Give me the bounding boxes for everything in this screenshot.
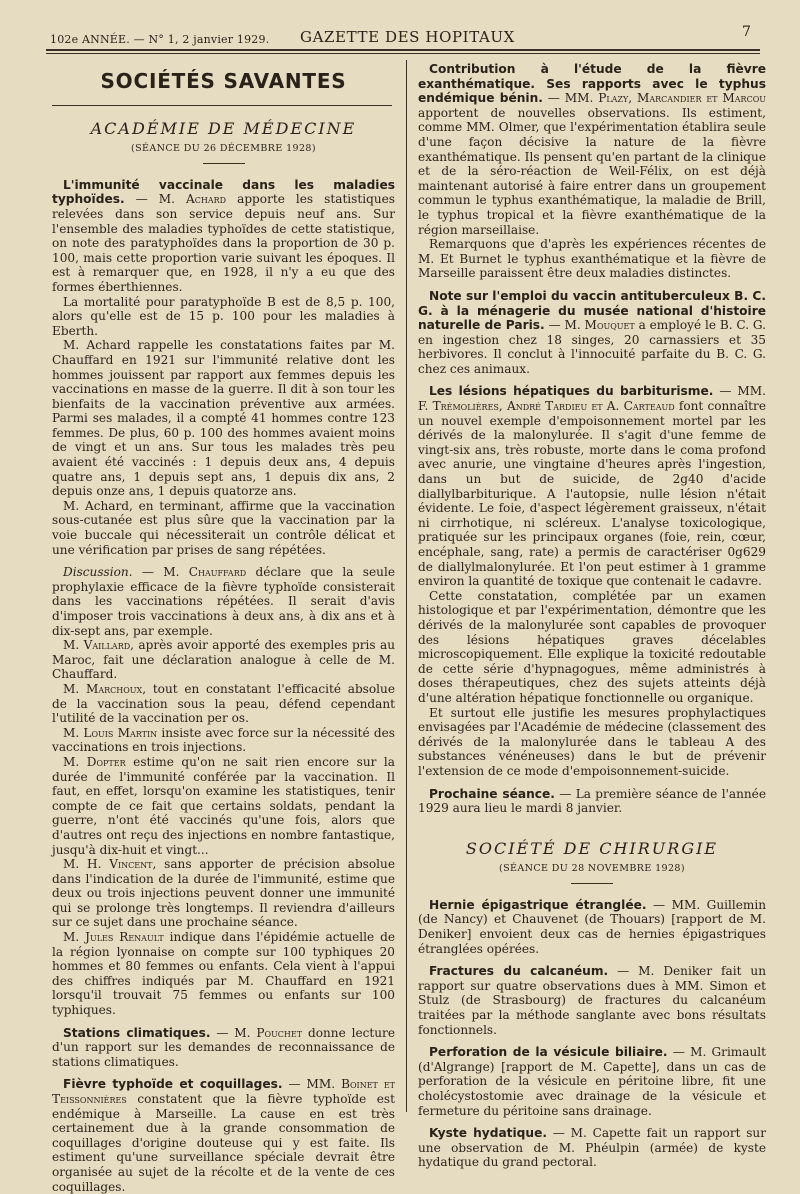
issue-info: 102e ANNÉE. — N° 1, 2 janvier 1929. xyxy=(50,33,270,46)
bcg-paragraph: Note sur l'emploi du vaccin antituberculeux B. C. G. à la ménagerie du musée national d'histoire naturelle de Paris. — M. Mouquet a employé le B. C. G. en ingestion chez 18 singes, 20 carnassiers et 35 herbivores. Il conclut à l'innocuité parfaite du B. C. G. chez ces animaux. xyxy=(418,288,767,376)
academy-session: (SÉANCE DU 26 DÉCEMBRE 1928) xyxy=(131,143,316,155)
perforation-title: Perforation de la vésicule biliaire. xyxy=(429,1045,668,1060)
kyste-paragraph xyxy=(418,1126,766,1170)
lesions-paragraph-3: Et surtout elle justifie les mesures prophylactiques envisagées par l'Académie de médecine (classement des dérivés de la malonylurée dans le tableau A des substances vénéneuses) dans le but de prévenir l'extension de ce mode d'empoisonnement-suicide. xyxy=(418,705,766,778)
contrib-paragraph-2: Remarquons que d'après les expériences récentes de M. Et Burnet le typhus exanthématique et la fièvre de Marseille paraissent être deux maladies distinctes. xyxy=(418,237,766,281)
fievre-paragraph: Fièvre typhoïde et coquillages. — MM. Boinet et Teissonnières constatent que la fièvre typhoïde est endémique à Marseille. La cause en est très certainement due à la grande consommation de coquillages d'origine douteuse qui y est faite. Ils estiment qu'une surveillance spéciale devrait être organisée au sujet de la récolte et de la vente de ces coquillages. xyxy=(52,1077,395,1194)
contrib-title: Contribution à l'étude de la fièvre exanthématique. Ses rapports avec le typhus endémique bénin. xyxy=(418,62,766,106)
vaillard-text: après avoir apporté des exemples pris au Maroc, fait une déclaration analogue à celle de M. Chauffard. xyxy=(52,638,395,682)
perforation-paragraph xyxy=(418,1045,766,1118)
stations-title: Stations climatiques. xyxy=(63,1025,211,1040)
mouquet-name: M. Mouquet xyxy=(564,318,635,333)
achard-name: M. Achard xyxy=(158,192,227,207)
vincent-paragraph xyxy=(52,857,395,930)
section-rule xyxy=(52,105,392,106)
discussion-lead: Discussion. xyxy=(63,565,133,580)
fractures-title: Fractures du calcanéum. xyxy=(429,964,609,979)
contrib-paragraph: Contribution à l'étude de la fièvre exanthématique. Ses rapports avec le typhus endémique bénin. — MM. Plazy, Marcandier et Marcou apportent de nouvelles observations. Ils estiment, comme MM. Olmer, que l'expérimentation établira seule d'une façon décisive la nature de la fièvre exanthématique. Ils pensent qu'en partant de la clinique et de la séro-réaction de Weil-Félix, on est déjà maintenant autorisé à faire entrer dans un groupement commun le typhus exanthématique, la maladie de Brill, le typhus tropical et la fièvre exanthématique de la région marseillaise. xyxy=(418,62,766,237)
vincent-name: M. H. Vincent, xyxy=(63,857,157,872)
chirurgie-session: (SÉANCE DU 28 NOVEMBRE 1928) xyxy=(499,863,685,875)
left-column xyxy=(52,62,395,1194)
discussion-paragraph: Discussion. — M. Chauffard déclare que la seule prophylaxie efficace de la fièvre typhoïde consisterait dans les vaccinations répétées. Il serait d'avis d'imposer trois vaccinations à deux ans, à dix ans et à dix-sept ans, par exemple. xyxy=(52,565,395,638)
renault-text: indique dans l'épidémie actuelle de la région lyonnaise on compte sur 100 typhiques 20 hommes et 80 femmes ou enfants. Cela vient à l'appui des chiffres indiqués par M. Chauffard en 1921 lorsqu'il trouvait 75 femmes ou enfants sur 100 typhiques. xyxy=(52,930,395,1018)
martin-paragraph xyxy=(52,726,395,755)
renault-paragraph xyxy=(52,930,395,1018)
fractures-paragraph xyxy=(418,964,766,1037)
lesions-paragraph: Les lésions hépatiques du barbiturisme. — MM. F. Trémolières, André Tardieu et A. Carteaud font connaître un nouvel exemple d'empoisonnement mortel par les dérivés de la malonylurée. Il s'agit d'une femme de vingt-six ans, très robuste, morte dans le coma profond avec anurie, une vingtaine d'heures après l'ingestion, dans un but de suicide, de 2g40 d'acide diallylbarbiturique. A l'autopsie, nulle lésion n'était évidente. Le foie, d'aspect légèrement graisseux, n'était ni cirrhotique, ni scléreux. L'analyse toxicologique, pratiquée sur les principaux organes (foie, rein, cœur, encéphale, sang, rate) a permis de caractériser 0g629 de diallylmalonylurée. Et l'on peut estimer à 1 gramme environ la quantité de toxique que contenait le cadavre. xyxy=(418,384,766,589)
prochaine-title: Prochaine séance. xyxy=(429,786,555,801)
short-rule-2 xyxy=(571,883,613,884)
boinet-names: MM. Boinet et Teissonnières xyxy=(52,1077,395,1106)
dopter-text: estime qu'on ne sait rien encore sur la durée de l'immunité conférée par la vaccination. Il faut, en effet, lorsqu'on examine les statistiques, tenir compte de ce fait que certains soldats, pendant la guerre, n'ont été vaccinés qu'une fois, alors que d'autres ont reçu des injections en nombre fantastique, jusqu'à dix-huit et vingt... xyxy=(52,754,395,857)
martin-name: M. Louis Martin xyxy=(63,725,158,740)
immunite-text-1: apporte les statistiques relevées dans son service depuis neuf ans. Sur l'ensemble des maladies typhoïdes de cette statistique, on note des paratyphoïdes dans la proportion de 30 p. 100, mais cette proportion varie suivant les époques. Il est à remarquer que, en 1928, il n'y a eu que des formes éberthiennes. xyxy=(52,192,395,294)
fractures-text: — M. Deniker fait un rapport sur quatre observations dues à MM. Simon et Stulz (de Strasbourg) de fractures du calcanéum traitées par la méthode sanglante avec bons résultats fonctionnels. xyxy=(418,964,766,1037)
fievre-title: Fièvre typhoïde et coquillages. xyxy=(63,1077,283,1092)
discussion-text: déclare que la seule prophylaxie efficace de la fièvre typhoïde consisterait dans les vaccinations répétées. Il serait d'avis d'imposer trois vaccinations à deux ans, à dix ans et à dix-sept ans, par exemple. xyxy=(52,565,395,638)
marchoux-text: tout en constatant l'efficacité absolue de la vaccination sous la peau, défend cependant l'utilité de la vaccination per os. xyxy=(52,681,395,726)
martin-text: insiste avec force sur la nécessité des vaccinations en trois injections. xyxy=(52,725,395,755)
fievre-text: constatent que la fièvre typhoïde est endémique à Marseille. La cause en est très certainement due à la grande consommation de coquillages d'origine douteuse qui y est faite. Ils estiment qu'une surveillance spéciale devrait être organisée au sujet de la récolte et de la vente de ces coquillages. xyxy=(52,1092,395,1194)
contrib-text: apportent de nouvelles observations. Ils estiment, comme MM. Olmer, que l'expérimentation établira seule d'une façon décisive la nature de la fièvre exanthématique. Ils pensent qu'en partant de la clinique et de la séro-réaction de Weil-Félix, on est déjà maintenant autorisé à faire entrer dans un groupement commun le typhus exanthématique, la maladie de Brill, le typhus tropical et la fièvre exanthématique de la région marseillaise. xyxy=(418,105,766,237)
kyste-title: Kyste hydatique. xyxy=(429,1126,547,1141)
vaillard-name: M. Vaillard, xyxy=(63,638,134,653)
section-title: SOCIÉTÉS SAVANTES xyxy=(100,69,347,93)
academy-title: ACADÉMIE DE MÉDECINE xyxy=(90,118,357,138)
immunite-paragraph-2: La mortalité pour paratyphoïde B est de 8,5 p. 100, alors qu'elle est de 15 p. 100 pour les maladies à Eberth. xyxy=(52,294,395,338)
immunite-title: L'immunité vaccinale dans les maladies typhoïdes. xyxy=(52,177,395,207)
hernie-text: — MM. Guillemin (de Nancy) et Chauvenet (de Thouars) [rapport de M. Deniker] envoient deux cas de hernies épigastriques étranglées opérées. xyxy=(418,897,766,956)
vaillard-paragraph xyxy=(52,638,395,682)
immunite-paragraph: L'immunité vaccinale dans les maladies typhoïdes. — M. Achard apporte les statistiques relevées dans son service depuis neuf ans. Sur l'ensemble des maladies typhoïdes de cette statistique, on note des paratyphoïdes dans la proportion de 30 p. 100, mais cette proportion varie suivant les époques. Il est à remarquer que, en 1928, il n'y a eu que des formes éberthiennes. xyxy=(52,177,395,294)
right-column xyxy=(418,62,766,1170)
perforation-text: — M. Grimault (d'Algrange) [rapport de M. Capette], dans un cas de perforation de la vésicule en péritoine libre, fit une cholécystostomie avec drainage de la vésicule et fermeture du péritoine sans drainage. xyxy=(418,1045,767,1118)
header-rule-top xyxy=(46,49,760,51)
kyste-text: — M. Capette fait un rapport sur une observation de M. Phéulpin (armée) de kyste hydatique du grand pectoral. xyxy=(418,1126,766,1170)
hernie-title: Hernie épigastrique étranglée. xyxy=(429,897,647,912)
marchoux-paragraph xyxy=(52,682,395,726)
bcg-text: a employé le B. C. G. en ingestion chez 18 singes, 20 carnassiers et 35 herbivores. Il conclut à l'innocuité parfaite du B. C. G. chez ces animaux. xyxy=(418,318,767,376)
plazy-names: MM. Plazy, Marcandier et Marcou xyxy=(564,91,766,106)
page-number: 7 xyxy=(742,24,751,40)
vincent-text: sans apporter de précision absolue dans l'indication de la durée de l'immunité, estime que deux ou trois injections peuvent donner une immunité qui se prolonge très longtemps. Il reviendra d'ailleurs sur ce sujet dans une prochaine séance. xyxy=(52,857,395,930)
short-rule xyxy=(203,163,245,164)
chirurgie-title: SOCIÉTÉ DE CHIRURGIE xyxy=(465,838,719,858)
header-rule-bottom xyxy=(46,53,760,54)
hernie-paragraph xyxy=(418,898,766,956)
dopter-name: M. Dopter xyxy=(63,754,126,769)
immunite-paragraph-3: M. Achard rappelle les constatations faites par M. Chauffard en 1921 sur l'immunité relative dont les hommes jouissent par rapport aux femmes depuis les vaccinations en masse de la guerre. Il dit à son tour les bienfaits de la vaccination préventive aux armées. Parmi ses malades, il a compté 41 hommes contre 123 femmes. De plus, 60 p. 100 des hommes avaient moins de vingt et un ans. Sur tous les malades très peu avaient été vaccinés : 1 depuis deux ans, 4 depuis quatre ans, 1 depuis sept ans, 1 depuis dix ans, 2 depuis onze ans, 1 depuis quatorze ans. xyxy=(52,338,395,499)
bcg-title: Note sur l'emploi du vaccin antituberculeux B. C. G. à la ménagerie du musée national d'histoire naturelle de Paris. xyxy=(418,288,766,333)
pouchet-name: M. Pouchet xyxy=(234,1025,303,1040)
marchoux-name: M. Marchoux, xyxy=(63,681,147,696)
column-divider xyxy=(406,60,407,1112)
renault-name: M. Jules Renault xyxy=(63,930,164,945)
tremolieres-names: MM. F. Trémolières, André Tardieu et A. Carteaud xyxy=(418,384,766,414)
stations-text: donne lecture d'un rapport sur les demandes de reconnaissance de stations climatiques. xyxy=(52,1025,395,1069)
prochaine-paragraph: Prochaine séance. — La première séance de l'année 1929 aura lieu le mardi 8 janvier. xyxy=(418,786,766,816)
immunite-paragraph-4: M. Achard, en terminant, affirme que la vaccination sous-cutanée est plus sûre que la vaccination par la voie buccale qui nécessiterait un contrôle délicat et une vérification par prises de sang répétées. xyxy=(52,498,395,557)
journal-title: GAZETTE DES HOPITAUX xyxy=(300,28,515,46)
lesions-paragraph-2: Cette constatation, complétée par un examen histologique et par l'expérimentation, démontre que les dérivés de la malonylurée sont capables de provoquer des lésions hépatiques graves décelables microscopiquement. Elle explique la toxicité redoutable de cette série d'hypnagogues, même administrés à doses thérapeutiques, chez des sujets atteints déjà d'une altération hépatique fonctionnelle ou organique. xyxy=(418,588,766,705)
stations-paragraph: Stations climatiques. — M. Pouchet donne lecture d'un rapport sur les demandes de reconnaissance de stations climatiques. xyxy=(52,1025,395,1069)
lesions-title: Les lésions hépatiques du barbiturisme. xyxy=(429,384,714,399)
dopter-paragraph xyxy=(52,755,395,857)
lesions-text: font connaître un nouvel exemple d'empoisonnement mortel par les dérivés de la malonylurée. Il s'agit d'une femme de vingt-six ans, très robuste, morte dans le coma profond avec anurie, une vingtaine d'heures après l'ingestion, dans un but de suicide, de 2g40 d'acide diallylbarbiturique. A l'autopsie, nulle lésion n'était évidente. Le foie, d'aspect légèrement graisseux, n'était ni cirrhotique, ni scléreux. L'analyse toxicologique, pratiquée sur les principaux organes (foie, rein, cœur, encéphale, sang, rate) a permis de caractériser 0g629 de diallylmalonylurée. Et l'on peut estimer à 1 gramme environ la quantité de toxique que contenait le cadavre. xyxy=(418,399,766,589)
prochaine-text: La première séance de l'année 1929 aura lieu le mardi 8 janvier. xyxy=(418,786,766,816)
chauffard-name: M. Chauffard xyxy=(163,565,247,580)
